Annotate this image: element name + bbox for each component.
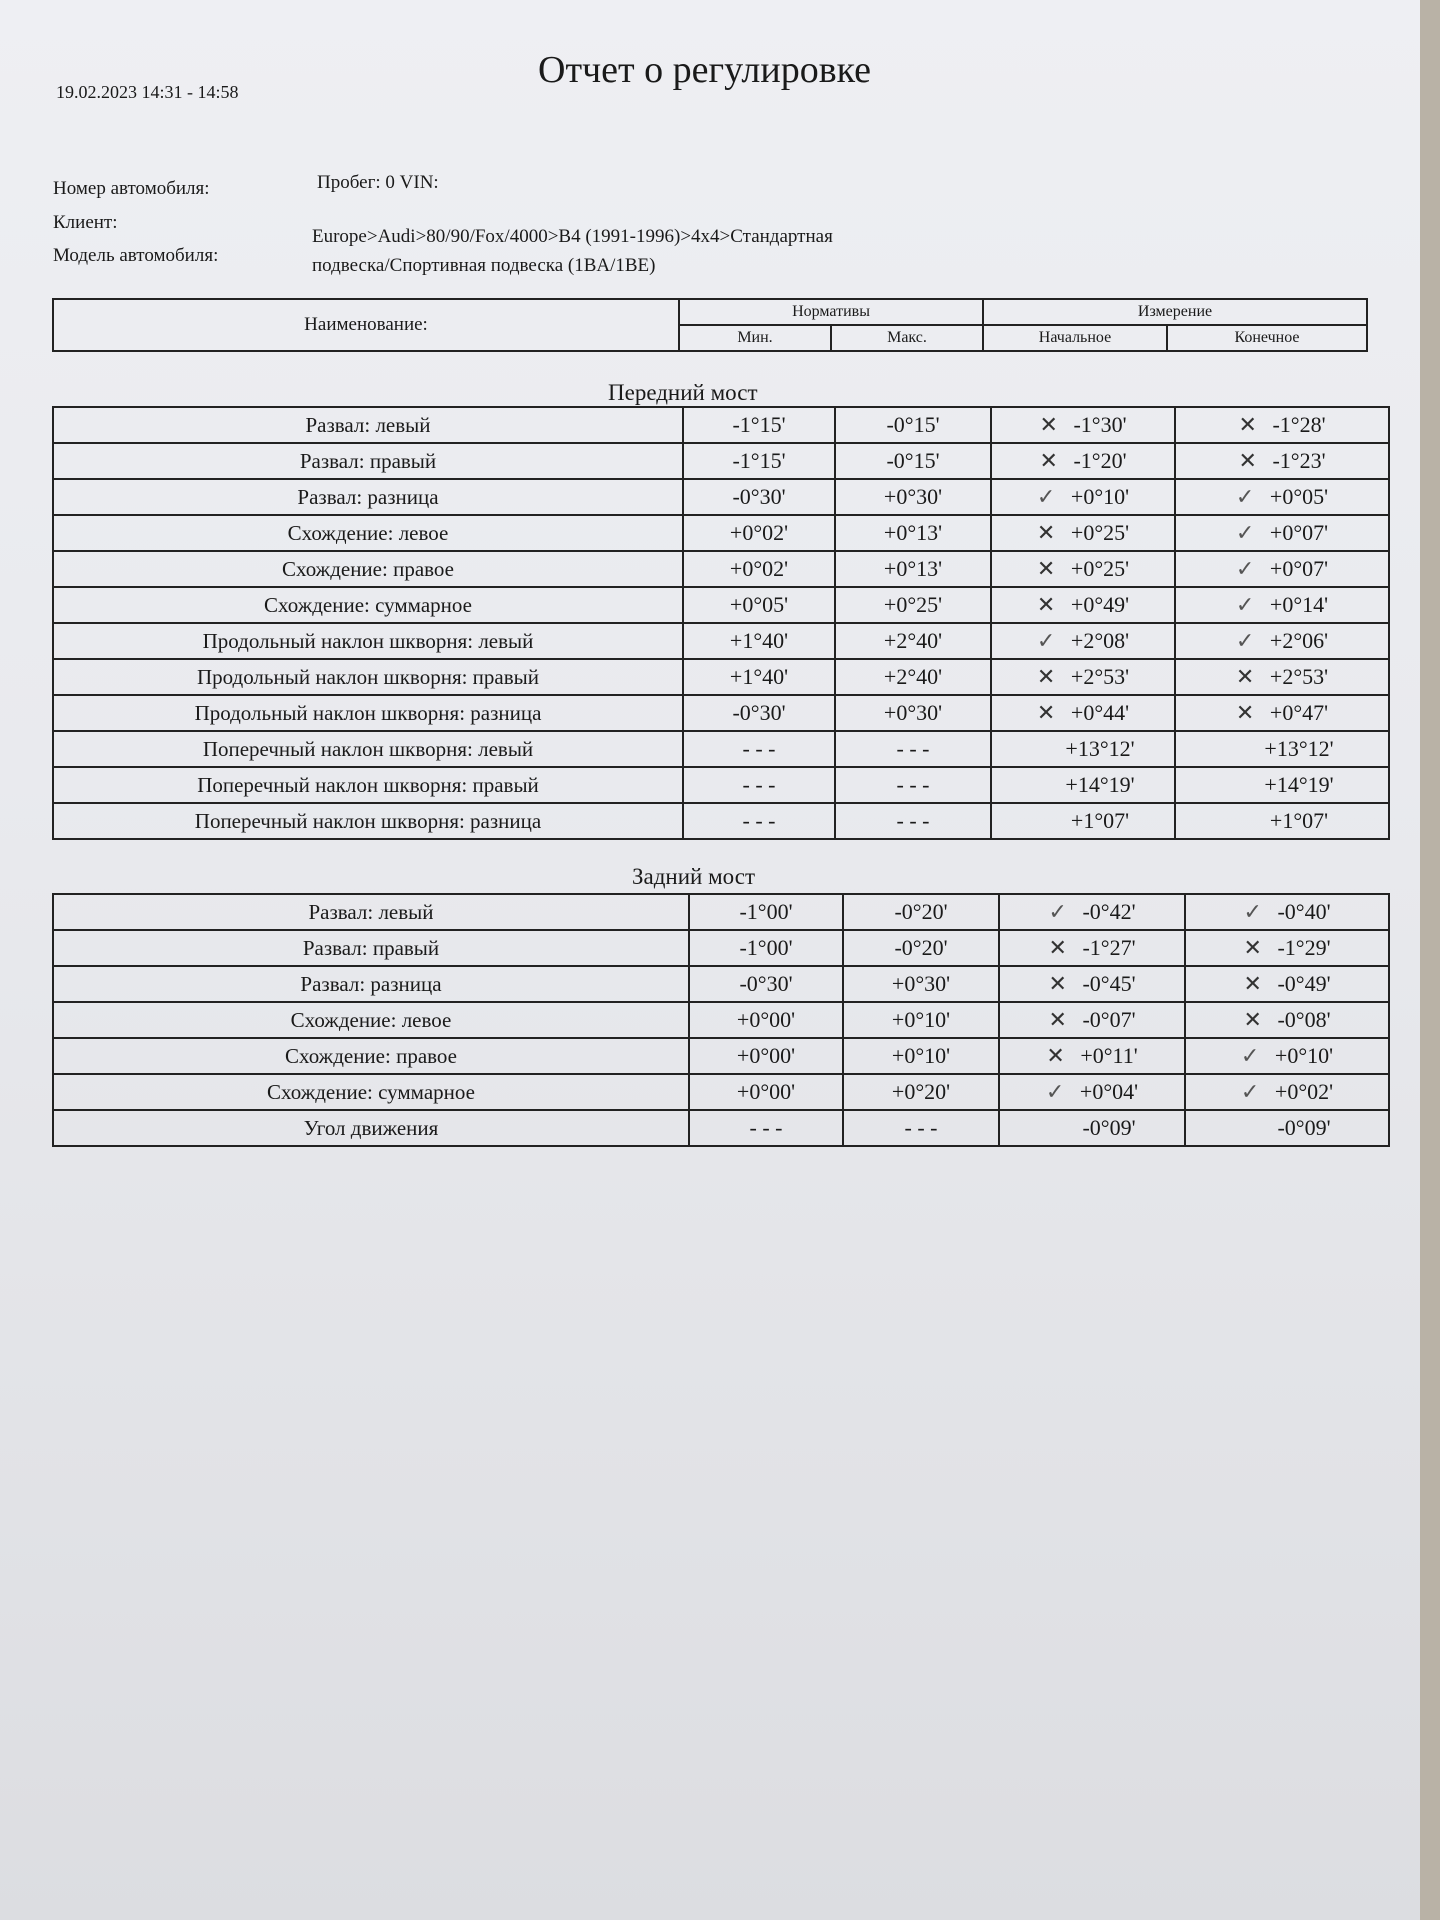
max-value: +0°25' <box>835 587 991 623</box>
min-value: +0°05' <box>683 587 835 623</box>
col-min-header: Мин. <box>679 325 831 351</box>
model-value <box>312 222 1072 280</box>
param-name: Схождение: суммарное <box>53 1074 689 1110</box>
final-cell <box>1185 1002 1389 1038</box>
initial-value: -1°20' <box>1073 448 1127 473</box>
initial-value: -0°45' <box>1082 971 1136 996</box>
cross-icon: ✕ <box>1048 1007 1067 1032</box>
table-row <box>53 966 1389 1002</box>
check-icon: ✓ <box>1036 484 1056 509</box>
max-value: +2°40' <box>835 659 991 695</box>
max-value: - - - <box>835 803 991 839</box>
initial-cell <box>991 407 1175 443</box>
table-row <box>53 803 1389 839</box>
final-cell <box>1175 659 1389 695</box>
param-name: Схождение: правое <box>53 551 683 587</box>
check-icon: ✓ <box>1235 484 1255 509</box>
cross-icon: ✕ <box>1243 935 1262 960</box>
max-value: +0°10' <box>843 1002 999 1038</box>
table-row <box>53 1110 1389 1146</box>
param-name: Развал: левый <box>53 407 683 443</box>
min-value: -0°30' <box>683 479 835 515</box>
max-value: - - - <box>835 731 991 767</box>
initial-value: -1°30' <box>1073 412 1127 437</box>
initial-cell <box>991 803 1175 839</box>
initial-value: +0°10' <box>1070 484 1130 509</box>
col-norms-header: Нормативы <box>679 299 983 325</box>
final-value: -1°23' <box>1272 448 1326 473</box>
param-name: Схождение: левое <box>53 515 683 551</box>
min-value: +1°40' <box>683 623 835 659</box>
initial-value: +1°07' <box>1070 808 1130 833</box>
cross-icon: ✕ <box>1039 412 1058 437</box>
initial-value: +13°12' <box>1065 736 1135 761</box>
table-row <box>53 930 1389 966</box>
cross-icon: ✕ <box>1036 592 1056 617</box>
final-value: -0°09' <box>1277 1115 1331 1140</box>
cross-icon: ✕ <box>1238 412 1257 437</box>
max-value: -0°15' <box>835 407 991 443</box>
front-axle-title: Передний мост <box>608 380 758 405</box>
initial-cell <box>991 479 1175 515</box>
min-value: +0°00' <box>689 1074 843 1110</box>
front-axle-table <box>52 406 1390 840</box>
initial-cell <box>999 930 1185 966</box>
check-icon: ✓ <box>1235 556 1255 581</box>
final-value: +2°53' <box>1269 664 1329 689</box>
col-measure-header: Измерение <box>983 299 1367 325</box>
param-name: Развал: разница <box>53 966 689 1002</box>
initial-cell <box>991 767 1175 803</box>
final-cell <box>1175 515 1389 551</box>
cross-icon: ✕ <box>1036 700 1056 725</box>
param-name: Поперечный наклон шкворня: правый <box>53 767 683 803</box>
initial-cell <box>991 659 1175 695</box>
max-value: -0°20' <box>843 930 999 966</box>
final-cell <box>1175 479 1389 515</box>
final-value: -0°40' <box>1277 899 1331 924</box>
param-name: Продольный наклон шкворня: правый <box>53 659 683 695</box>
col-final-header: Конечное <box>1167 325 1367 351</box>
initial-cell <box>999 894 1185 930</box>
min-value: - - - <box>689 1110 843 1146</box>
initial-cell <box>999 1002 1185 1038</box>
table-row <box>53 551 1389 587</box>
table-row <box>53 767 1389 803</box>
check-icon: ✓ <box>1235 520 1255 545</box>
min-value: +1°40' <box>683 659 835 695</box>
max-value: -0°15' <box>835 443 991 479</box>
cross-icon: ✕ <box>1235 664 1255 689</box>
cross-icon: ✕ <box>1048 971 1067 996</box>
initial-value: -0°07' <box>1082 1007 1136 1032</box>
check-icon: ✓ <box>1235 592 1255 617</box>
initial-value: +0°04' <box>1079 1079 1139 1104</box>
table-row <box>53 894 1389 930</box>
max-value: +0°30' <box>835 695 991 731</box>
final-value: +0°07' <box>1269 556 1329 581</box>
max-value: +0°13' <box>835 551 991 587</box>
final-value: +13°12' <box>1264 736 1334 761</box>
rear-axle-table <box>52 893 1390 1147</box>
final-cell <box>1185 894 1389 930</box>
param-name: Поперечный наклон шкворня: левый <box>53 731 683 767</box>
final-value: +0°10' <box>1274 1043 1334 1068</box>
max-value: +2°40' <box>835 623 991 659</box>
check-icon: ✓ <box>1240 1043 1260 1068</box>
param-name: Схождение: суммарное <box>53 587 683 623</box>
final-value: +0°07' <box>1269 520 1329 545</box>
final-cell <box>1175 443 1389 479</box>
final-value: -1°29' <box>1277 935 1331 960</box>
final-cell <box>1175 587 1389 623</box>
initial-value: -1°27' <box>1082 935 1136 960</box>
initial-cell <box>999 1110 1185 1146</box>
initial-value: -0°42' <box>1082 899 1136 924</box>
table-row <box>53 659 1389 695</box>
max-value: +0°30' <box>843 966 999 1002</box>
table-row <box>53 443 1389 479</box>
initial-value: +0°44' <box>1070 700 1130 725</box>
final-value: -0°08' <box>1277 1007 1331 1032</box>
min-value: +0°00' <box>689 1038 843 1074</box>
table-row <box>53 1038 1389 1074</box>
initial-cell <box>991 443 1175 479</box>
initial-value: +2°08' <box>1070 628 1130 653</box>
col-initial-header: Начальное <box>983 325 1167 351</box>
max-value: +0°30' <box>835 479 991 515</box>
final-cell <box>1185 1110 1389 1146</box>
table-row <box>53 695 1389 731</box>
min-value: - - - <box>683 803 835 839</box>
initial-cell <box>991 623 1175 659</box>
col-max-header: Макс. <box>831 325 983 351</box>
final-cell <box>1185 966 1389 1002</box>
final-cell <box>1175 695 1389 731</box>
cross-icon: ✕ <box>1243 971 1262 996</box>
table-row <box>53 479 1389 515</box>
initial-cell <box>991 731 1175 767</box>
min-value: - - - <box>683 767 835 803</box>
report-date: 19.02.2023 14:31 - 14:58 <box>56 82 239 102</box>
cross-icon: ✕ <box>1235 700 1255 725</box>
final-value: -1°28' <box>1272 412 1326 437</box>
final-cell <box>1185 1074 1389 1110</box>
page-edge <box>1420 0 1440 1920</box>
initial-cell <box>999 1074 1185 1110</box>
table-row <box>53 731 1389 767</box>
final-value: +0°47' <box>1269 700 1329 725</box>
max-value: +0°20' <box>843 1074 999 1110</box>
initial-cell <box>991 551 1175 587</box>
initial-value: +0°25' <box>1070 556 1130 581</box>
check-icon: ✓ <box>1240 1079 1260 1104</box>
param-name: Поперечный наклон шкворня: разница <box>53 803 683 839</box>
max-value: +0°13' <box>835 515 991 551</box>
initial-cell <box>991 515 1175 551</box>
plate-label: Номер автомобиля: <box>53 178 210 199</box>
min-value: +0°02' <box>683 515 835 551</box>
initial-value: +14°19' <box>1065 772 1135 797</box>
final-cell <box>1175 407 1389 443</box>
final-cell <box>1175 551 1389 587</box>
check-icon: ✓ <box>1045 1079 1065 1104</box>
final-value: +0°05' <box>1269 484 1329 509</box>
final-value: +1°07' <box>1269 808 1329 833</box>
cross-icon: ✕ <box>1036 664 1056 689</box>
min-value: - - - <box>683 731 835 767</box>
param-name: Схождение: левое <box>53 1002 689 1038</box>
param-name: Продольный наклон шкворня: левый <box>53 623 683 659</box>
param-name: Развал: левый <box>53 894 689 930</box>
max-value: - - - <box>843 1110 999 1146</box>
check-icon: ✓ <box>1235 628 1255 653</box>
max-value: - - - <box>835 767 991 803</box>
model-line-2: подвеска/Спортивная подвеска (1BA/1BE) <box>312 255 656 276</box>
rear-axle-title: Задний мост <box>632 864 755 889</box>
mileage-vin-text: Пробег: 0 VIN: <box>317 172 439 193</box>
final-value: +0°02' <box>1274 1079 1334 1104</box>
min-value: -0°30' <box>683 695 835 731</box>
final-cell <box>1175 803 1389 839</box>
max-value: +0°10' <box>843 1038 999 1074</box>
client-label: Клиент: <box>53 212 118 233</box>
col-name-header: Наименование: <box>53 299 679 351</box>
cross-icon: ✕ <box>1243 1007 1262 1032</box>
report-title: Отчет о регулировке <box>538 49 872 91</box>
check-icon: ✓ <box>1036 628 1056 653</box>
initial-cell <box>991 695 1175 731</box>
model-line-1: Europe>Audi>80/90/Fox/4000>B4 (1991-1996)>4x4>Стандартная <box>312 226 833 247</box>
final-cell <box>1185 1038 1389 1074</box>
cross-icon: ✕ <box>1036 556 1056 581</box>
min-value: +0°02' <box>683 551 835 587</box>
table-row <box>53 1074 1389 1110</box>
param-name: Схождение: правое <box>53 1038 689 1074</box>
table-row <box>53 623 1389 659</box>
initial-cell <box>991 587 1175 623</box>
param-name: Развал: разница <box>53 479 683 515</box>
min-value: -1°00' <box>689 894 843 930</box>
param-name: Развал: правый <box>53 930 689 966</box>
param-name: Развал: правый <box>53 443 683 479</box>
cross-icon: ✕ <box>1046 1043 1065 1068</box>
initial-value: +0°11' <box>1080 1043 1138 1068</box>
table-row <box>53 587 1389 623</box>
cross-icon: ✕ <box>1036 520 1056 545</box>
final-value: +0°14' <box>1269 592 1329 617</box>
initial-value: -0°09' <box>1082 1115 1136 1140</box>
initial-value: +0°49' <box>1070 592 1130 617</box>
min-value: -0°30' <box>689 966 843 1002</box>
cross-icon: ✕ <box>1238 448 1257 473</box>
param-name: Продольный наклон шкворня: разница <box>53 695 683 731</box>
param-name: Угол движения <box>53 1110 689 1146</box>
cross-icon: ✕ <box>1048 935 1067 960</box>
initial-cell <box>999 1038 1185 1074</box>
min-value: -1°15' <box>683 443 835 479</box>
table-row <box>53 407 1389 443</box>
check-icon: ✓ <box>1048 899 1067 924</box>
final-cell <box>1175 623 1389 659</box>
header-table <box>52 298 1368 352</box>
final-value: +14°19' <box>1264 772 1334 797</box>
final-value: -0°49' <box>1277 971 1331 996</box>
min-value: +0°00' <box>689 1002 843 1038</box>
initial-cell <box>999 966 1185 1002</box>
min-value: -1°00' <box>689 930 843 966</box>
cross-icon: ✕ <box>1039 448 1058 473</box>
final-cell <box>1175 767 1389 803</box>
table-row <box>53 1002 1389 1038</box>
min-value: -1°15' <box>683 407 835 443</box>
table-row <box>53 515 1389 551</box>
max-value: -0°20' <box>843 894 999 930</box>
final-cell <box>1185 930 1389 966</box>
model-label: Модель автомобиля: <box>53 245 219 266</box>
initial-value: +0°25' <box>1070 520 1130 545</box>
final-value: +2°06' <box>1269 628 1329 653</box>
final-cell <box>1175 731 1389 767</box>
check-icon: ✓ <box>1243 899 1262 924</box>
initial-value: +2°53' <box>1070 664 1130 689</box>
